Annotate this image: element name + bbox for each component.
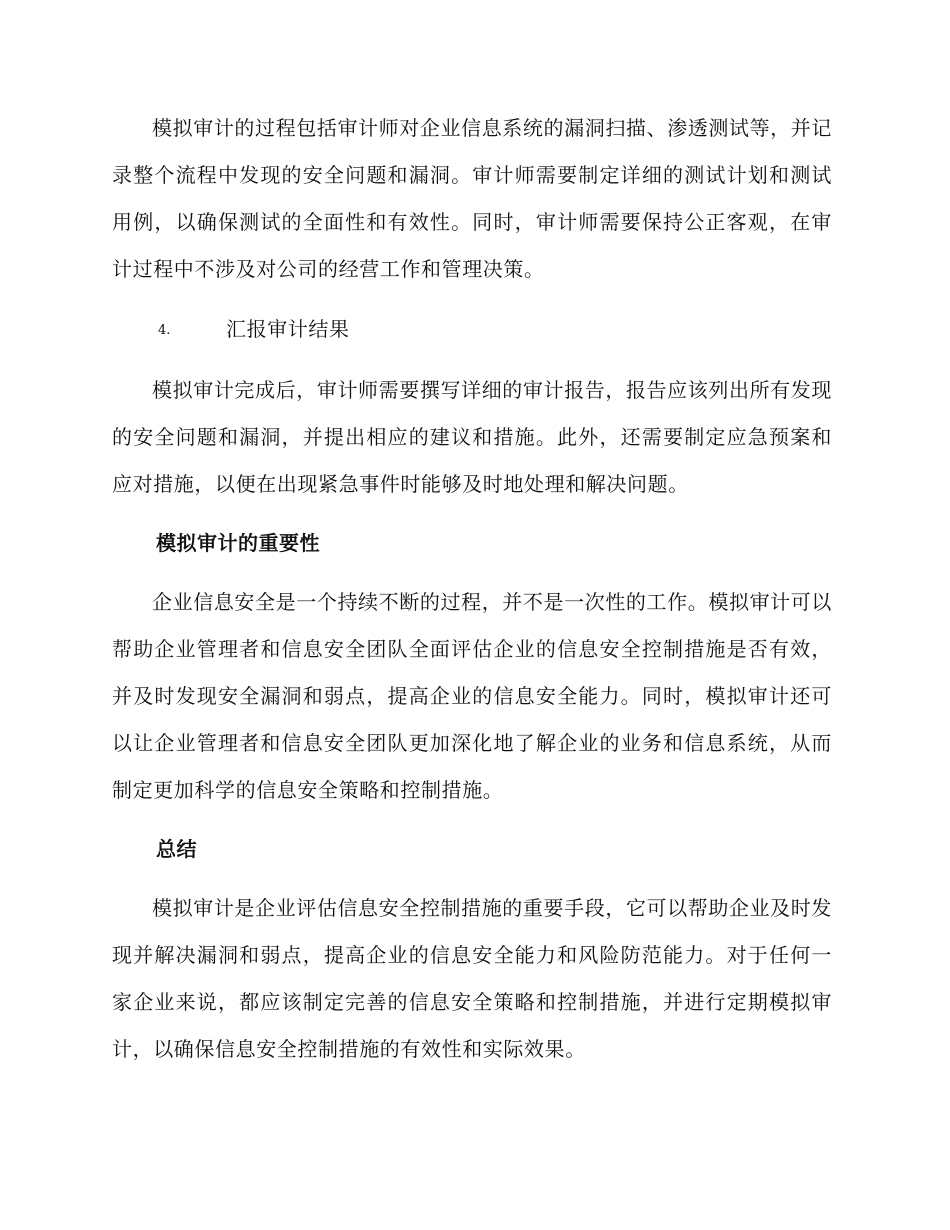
paragraph-summary: 模拟审计是企业评估信息安全控制措施的重要手段，它可以帮助企业及时发现并解决漏洞和弱点，提高企业的信息安全能力和风险防范能力。对于任何一家企业来说，都应该制定完善的信息安全策略和控制措施，并进行定期模拟审计，以确保信息安全控制措施的有效性和实际效果。 [112,896,832,1061]
paragraph-audit-process: 模拟审计的过程包括审计师对企业信息系统的漏洞扫描、渗透测试等，并记录整个流程中发现的安全问题和漏洞。审计师需要制定详细的测试计划和测试用例，以确保测试的全面性和有效性。同时，审计师需要保持公正客观，在审计过程中不涉及对公司的经营工作和管理决策。 [112,116,832,281]
heading-summary: 总结 [156,837,197,861]
paragraph-audit-report: 模拟审计完成后，审计师需要撰写详细的审计报告，报告应该列出所有发现的安全问题和漏洞，并提出相应的建议和措施。此外，还需要制定应急预案和应对措施，以便在出现紧急事件时能够及时地处理和解决问题。 [112,378,832,496]
heading-importance: 模拟审计的重要性 [156,531,320,555]
paragraph-importance: 企业信息安全是一个持续不断的过程，并不是一次性的工作。模拟审计可以帮助企业管理者和信息安全团队全面评估企业的信息安全控制措施是否有效，并及时发现安全漏洞和弱点，提高企业的信息安全能力。同时，模拟审计还可以让企业管理者和信息安全团队更加深化地了解企业的业务和信息系统，从而制定更加科学的信息安全策略和控制措施。 [112,590,832,802]
list-item-report-results [112,306,832,353]
list-item-text: 汇报审计结果 [226,317,350,341]
document-body [112,105,832,1086]
list-item-number: 4. [158,323,171,338]
